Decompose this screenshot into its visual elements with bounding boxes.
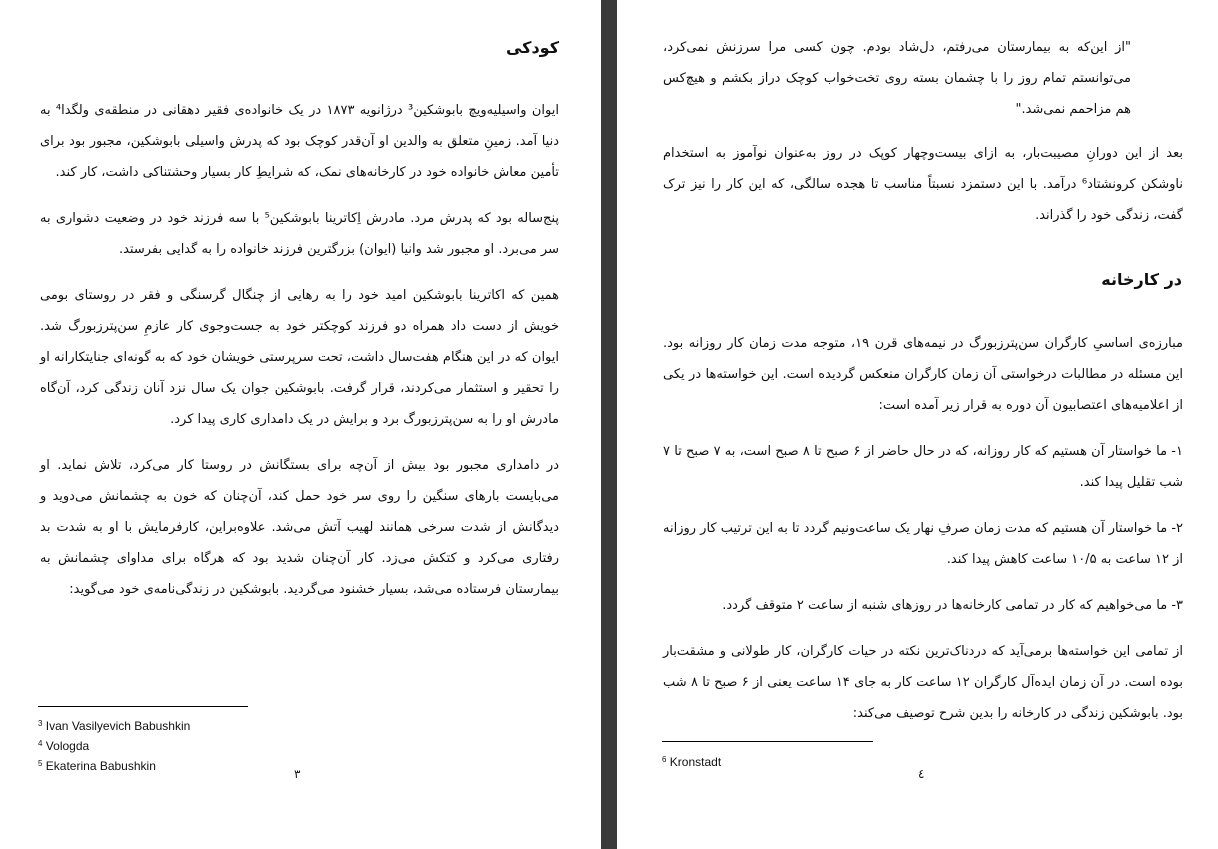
paragraph: ۱- ما خواستار آن هستیم که کار روزانه، که در حال حاضر از ۶ صبح تا ۸ صبح است، به ۷ صبح تا ۷ شب تقلیل پیدا کند.	[663, 444, 1183, 490]
paragraph: ایوان واسیلیه‌ویچ بابوشکین³ درژانویه ۱۸۷۳ در یک خانواده‌ی فقیر دهقانی در منطقه‌ی ولگدا⁴ به دنیا آمد. زمینِ متعلق به والدین او آن‌قدر کوچک بود که پدرش واسیلی بابوشکین، مجبور بود برای تأمین معاش خانواده خود در کارخانه‌های نمک، که شرایطِ کار بسیار وحشتناکی داشت، کار کند.	[40, 103, 559, 180]
paragraph: پنج‌ساله بود که پدرش مرد. مادرش اِکاترینا بابوشکین⁵ با سه فرزند خود در وضعیت دشواری به سر می‌برد. او مجبور شد وانیا (ایوان) بزرگترین فرزند خانواده را به گدایی بفرستد.	[40, 211, 559, 257]
footnote-divider	[38, 706, 248, 707]
quote-paragraph: "از این‌که به بیمارستان می‌رفتم، دل‌شاد بودم. چون کسی مرا سرزنش نمی‌کرد، می‌توانستم تمام روز را با چشمان بسته روی تخت‌خواب کوچک دراز بکشم و هیچ‌کس هم مزاحمم نمی‌شد."	[663, 40, 1131, 117]
paragraph: ۳- ما می‌خواهیم که کار در تمامی کارخانه‌ها در روزهای شنبه از ساعت ۲ متوقف گردد.	[722, 598, 1183, 613]
paragraph: از تمامی این خواسته‌ها برمی‌آید که دردناک‌ترین نکته در حیات کارگران، کار طولانی و مشقت‌بار بوده است. در آن زمان ایده‌آل کارگران ۱۲ ساعت کار به جای ۱۴ ساعت یعنی از ۶ صبح تا ۸ شب بود. بابوشکین زندگی در کارخانه را بدین شرح توصیف می‌کند:	[663, 644, 1183, 721]
footnote: $^6$ Kronstadt	[662, 755, 722, 769]
page-number: ٤	[918, 767, 925, 781]
right-body-text	[663, 328, 1183, 744]
paragraph: بعد از این دورانِ مصیبت‌بار، به ازای بیست‌وچهار کوپک در روز به‌عنوان نوآموز به استخدام ناوشکن کرونشتاد⁶ درآمد. با این دستمزد نسبتاً مناسب تا هجده سالگی، که این کار را نیز ترک گفت، زندگی خود را گذراند.	[663, 146, 1183, 223]
quote-block	[663, 32, 1131, 140]
right-page	[617, 0, 1218, 849]
book-spine	[601, 0, 617, 849]
section-heading-childhood: کودکی	[505, 38, 559, 57]
footnotes	[38, 715, 438, 775]
page-number: ٣	[294, 767, 301, 781]
footnote: $^4$ Vologda	[38, 739, 90, 753]
paragraph: مبارزه‌ی اساسیِ کارگران سن‌پترزبورگ در نیمه‌های قرن ۱۹، متوجه مدت زمان کار روزانه بود. این مسئله در مطالبات درخواستی آن زمان کارگران منعکس گردیده است. این خواسته‌ها در یکی از اعلامیه‌های اعتصابیون آن دوره به قرار زیر آمده است:	[663, 336, 1183, 413]
left-body-text	[40, 95, 559, 620]
footnotes	[662, 751, 1062, 771]
paragraph: در دامداری مجبور بود بیش از آن‌چه برای بستگانش در روستا کار می‌کرد، تلاش نماید. او می‌بایست بارهای سنگین را روی سر خود حمل کند، آن‌چنان که خون به چشمانش می‌دوید و دیدگانش از شدت سرخی همانند لهیب آتش می‌شد. علاوه‌براین، کارفرمایش با او به شدت بد رفتاری می‌کرد و کتکش می‌زد. کار آن‌چنان شدید بود که هرگاه برای مداوای چشمانش به بیمارستان فرستاده می‌شد، بسیار خشنود می‌گردید. بابوشکین در زندگی‌نامه‌ی خود می‌گوید:	[40, 458, 559, 597]
paragraph: ۲- ما خواستار آن هستیم که مدت زمان صرفِ نهار یک ساعت‌ونیم گردد تا به این ترتیب کار روزانه از ۱۲ ساعت به ۱۰/۵ ساعت کاهش پیدا کند.	[663, 521, 1183, 567]
paragraph: همین که اکاترینا بابوشکین امید خود را به رهایی از چنگال گرسنگی و فقر در روستای بومی خویش از دست داد همراه دو فرزند کوچکتر خود به جست‌وجوی کار عازمِ سن‌پترزبورگ شد. ایوان که در این هنگام هفت‌سال داشت، تحت سرپرستی خویشان خود که به گونه‌ای جنایتکارانه او را تحقیر و استثمار می‌کردند، قرار گرفت. بابوشکین جوان یک سال نزد آنان زندگی کرد، آن‌گاه مادرش او را به سن‌پترزبورگ برد و برایش در یک دامداری کاری پیدا کرد.	[40, 288, 559, 427]
footnote: $^3$ Ivan Vasilyevich Babushkin	[38, 719, 191, 733]
right-intro-text	[663, 138, 1183, 246]
footnote-divider	[662, 741, 873, 742]
section-heading-factory: در کارخانه	[1101, 270, 1182, 289]
footnote: $^5$ Ekaterina Babushkin	[38, 759, 156, 773]
left-page	[0, 0, 601, 849]
